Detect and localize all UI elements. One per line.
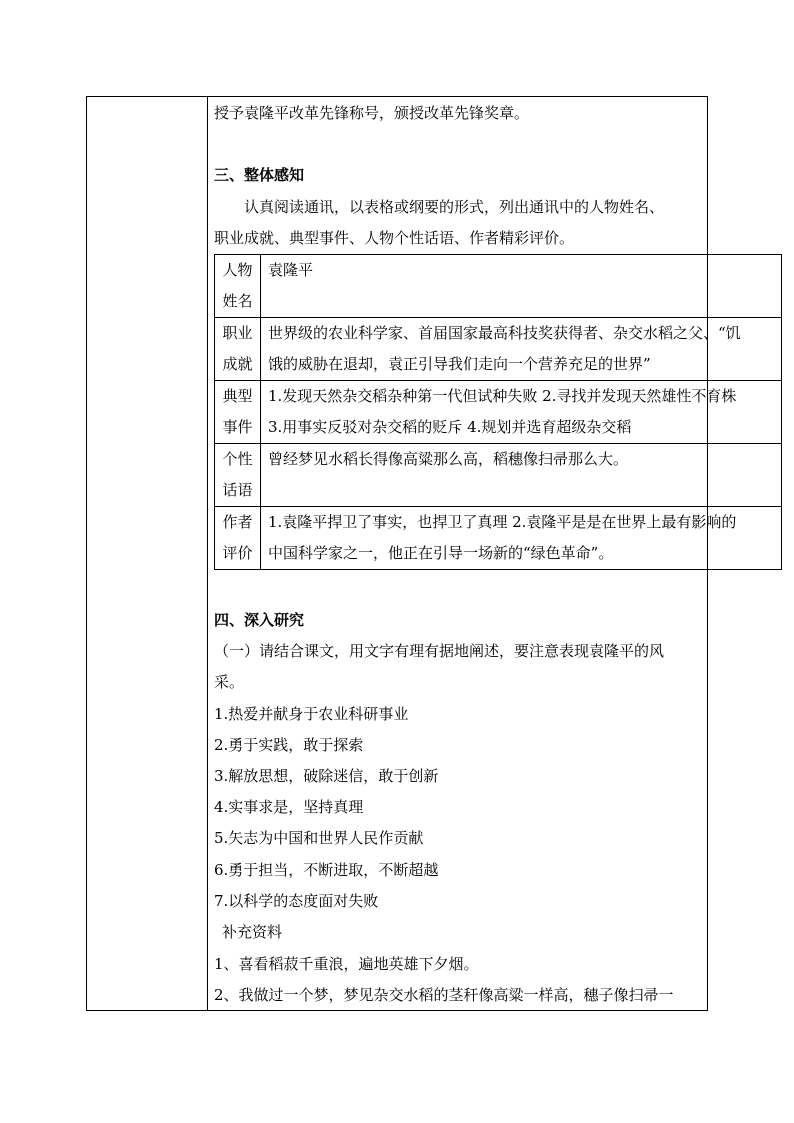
- row-content: 1.发现天然杂交稻杂种第一代但试种失败 2.寻找并发现天然雄性不育株 3.用事实反驳对杂交稻的贬斥 4.规划并选育超级杂交稻: [261, 381, 782, 444]
- section4-question-line-1: （一）请结合课文，用文字有理有据地阐述，要注意表现袁隆平的风: [214, 642, 665, 660]
- row-content: 世界级的农业科学家、首届国家最高科技奖获得者、杂交水稻之父、“饥 饿的威胁在退却，袁正引导我们走向一个营养充足的世界”: [261, 318, 782, 381]
- row-label: 人物 姓名: [215, 255, 261, 318]
- row-label: 个性 话语: [215, 444, 261, 507]
- table-row: [215, 255, 782, 318]
- row-label: 作者 评价: [215, 507, 261, 570]
- point-item: 5.矢志为中国和世界人民作贡献: [214, 829, 424, 847]
- intro-line: 授予袁隆平改革先锋称号，颁授改革先锋奖章。: [214, 104, 530, 122]
- section4-question-line-2: 采。: [214, 673, 245, 691]
- section3-heading: 三、整体感知: [214, 166, 305, 184]
- point-item: 3.解放思想，破除迷信，敢于创新: [214, 767, 439, 785]
- supplement-item: 2、我做过一个梦，梦见杂交水稻的茎秆像高粱一样高，穗子像扫帚一: [214, 986, 674, 1004]
- row-label: 职业 成就: [215, 318, 261, 381]
- point-item: 4.实事求是，坚持真理: [214, 798, 364, 816]
- row-content: 1.袁隆平捍卫了事实，也捍卫了真理 2.袁隆平是是在世界上最有影响的 中国科学家之一，他正在引导一场新的“绿色革命”。: [261, 507, 782, 570]
- section3-instruction-line-1: 认真阅读通讯，以表格或纲要的形式，列出通讯中的人物姓名、: [244, 198, 665, 216]
- outer-left-cell: [87, 97, 208, 1010]
- table-row: [215, 318, 782, 381]
- row-content: 袁隆平: [261, 255, 782, 318]
- row-label: 典型 事件: [215, 381, 261, 444]
- point-item: 7.以科学的态度面对失败: [214, 892, 379, 910]
- character-summary-table: [214, 254, 782, 570]
- section3-instruction-line-2: 职业成就、典型事件、人物个性话语、作者精彩评价。: [214, 229, 575, 247]
- table-row: [215, 444, 782, 507]
- supplement-item: 1、喜看稻菽千重浪，遍地英雄下夕烟。: [214, 955, 479, 973]
- point-item: 2.勇于实践，敢于探索: [214, 736, 364, 754]
- section4-heading: 四、深入研究: [214, 611, 305, 629]
- point-item: 1.热爱并献身于农业科研事业: [214, 705, 409, 723]
- table-row: [215, 507, 782, 570]
- table-row: [215, 381, 782, 444]
- point-item: 6.勇于担当，不断进取，不断超越: [214, 861, 439, 879]
- supplement-heading: 补充资料: [222, 923, 283, 941]
- row-content: 曾经梦见水稻长得像高粱那么高，稻穗像扫帚那么大。: [261, 444, 782, 507]
